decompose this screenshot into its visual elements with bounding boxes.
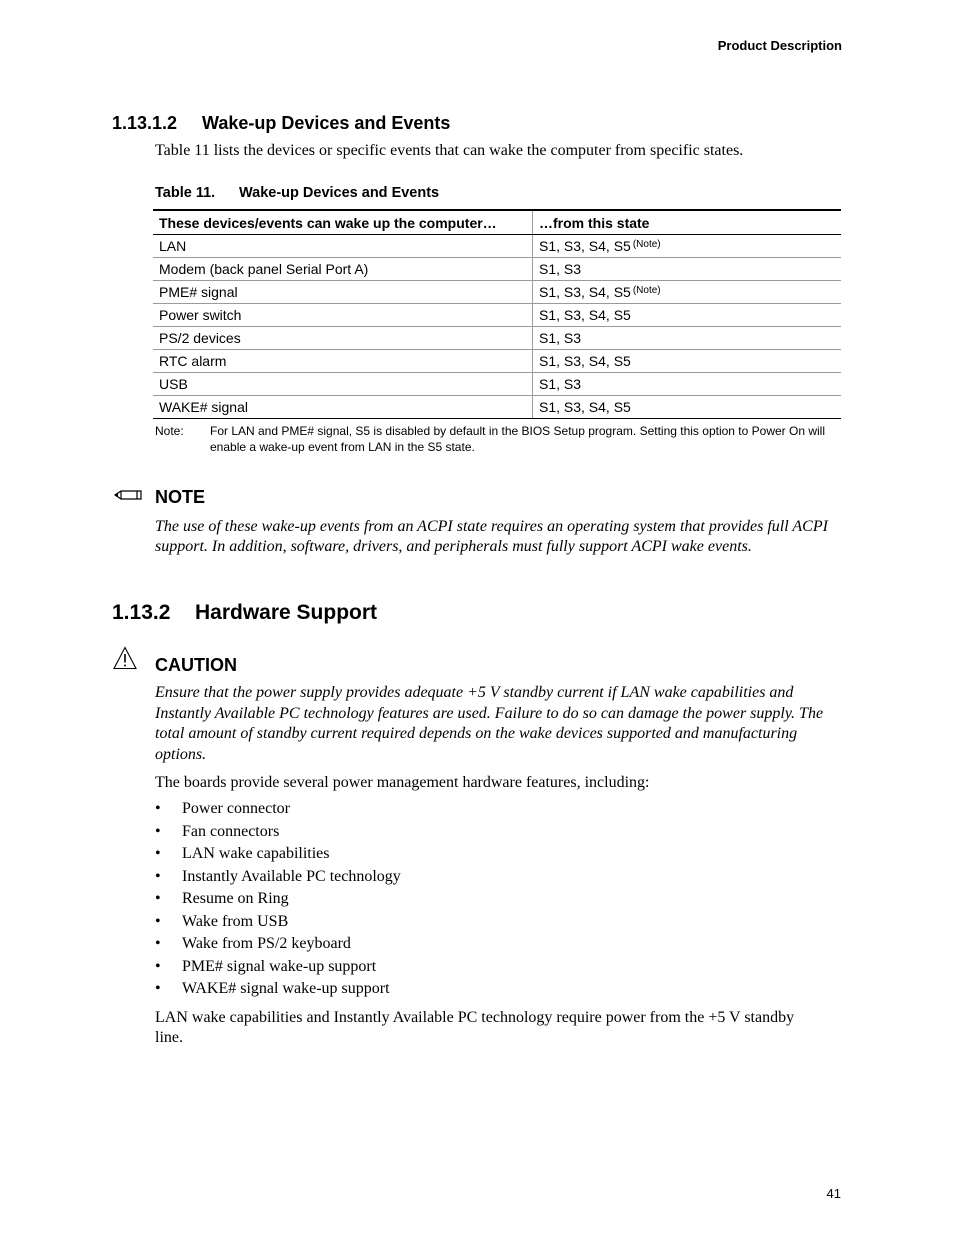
state-cell xyxy=(533,350,842,373)
page-number: 41 xyxy=(826,1186,841,1201)
list-item: • Wake from PS/2 keyboard xyxy=(155,934,401,957)
list-item: • Wake from USB xyxy=(155,912,401,935)
closing-paragraph: LAN wake capabilities and Instantly Available PC technology require power from the +5 V standby line. xyxy=(155,1009,795,1046)
section-number: 1.13.1.2 xyxy=(112,113,178,133)
column-header-devices: These devices/events can wake up the computer… xyxy=(153,210,533,235)
table-row xyxy=(153,235,841,258)
feature-list xyxy=(155,799,401,1002)
caution-body: Ensure that the power supply provides adequate +5 V standby current if LAN wake capabilities and Instantly Available PC technology features are used. Failure to do so can damage the power supply. The total amount of standby current required depends on the wake devices supported and manufacturing options. xyxy=(155,684,824,763)
device-cell: LAN xyxy=(153,235,533,258)
section-title: Wake-up Devices and Events xyxy=(202,113,451,133)
table-row xyxy=(153,350,841,373)
table-row xyxy=(153,373,841,396)
state-value: S1, S3 xyxy=(539,330,582,346)
state-value: S1, S3 xyxy=(539,376,582,392)
section-title: Hardware Support xyxy=(195,601,378,624)
footnote-label: Note: xyxy=(155,424,184,438)
state-cell xyxy=(533,304,842,327)
table-row xyxy=(153,258,841,281)
table-footnote xyxy=(155,423,845,455)
list-item: • Fan connectors xyxy=(155,822,401,845)
table-header-row xyxy=(153,210,841,235)
list-item: • Instantly Available PC technology xyxy=(155,867,401,890)
state-value: S1, S3 xyxy=(539,261,582,277)
state-cell xyxy=(533,258,842,281)
table-row xyxy=(153,281,841,304)
section-intro: Table 11 lists the devices or specific events that can wake the computer from specific states. xyxy=(155,142,744,159)
table-row xyxy=(153,396,841,419)
device-cell: RTC alarm xyxy=(153,350,533,373)
state-value: S1, S3, S4, S5 xyxy=(539,353,631,369)
device-cell: WAKE# signal xyxy=(153,396,533,419)
note-ref: (Note) xyxy=(632,285,661,296)
note-body: The use of these wake-up events from an ACPI state requires an operating system that provides full ACPI support. In addition, software, drivers, and peripherals must fully support ACPI wake events. xyxy=(155,518,828,555)
footnote-text: For LAN and PME# signal, S5 is disabled by default in the BIOS Setup program. Setting this option to Power On will enable a wake-up event from LAN in the S5 state. xyxy=(210,424,825,454)
table-caption-title: Wake-up Devices and Events xyxy=(239,185,440,201)
column-header-state: …from this state xyxy=(533,210,842,235)
section-heading-1-13-1-2 xyxy=(112,113,450,134)
list-item: • LAN wake capabilities xyxy=(155,844,401,867)
note-heading: NOTE xyxy=(155,487,206,507)
section-number: 1.13.2 xyxy=(112,601,171,624)
list-item: • Resume on Ring xyxy=(155,889,401,912)
table-row xyxy=(153,304,841,327)
state-cell xyxy=(533,396,842,419)
wake-events-table xyxy=(153,209,841,419)
device-cell: PME# signal xyxy=(153,281,533,304)
state-cell xyxy=(533,281,842,304)
list-item: • PME# signal wake-up support xyxy=(155,957,401,980)
section-heading-1-13-2 xyxy=(112,601,377,625)
table-caption xyxy=(155,185,439,201)
list-item: • Power connector xyxy=(155,799,401,822)
table-caption-number: Table 11. xyxy=(155,185,216,201)
running-header: Product Description xyxy=(717,38,842,53)
device-cell: Modem (back panel Serial Port A) xyxy=(153,258,533,281)
state-cell xyxy=(533,327,842,350)
state-cell xyxy=(533,235,842,258)
features-intro: The boards provide several power management hardware features, including: xyxy=(155,774,650,791)
device-cell: Power switch xyxy=(153,304,533,327)
warning-triangle-icon xyxy=(113,646,137,670)
note-ref: (Note) xyxy=(632,239,661,250)
state-value: S1, S3, S4, S5 xyxy=(539,238,631,254)
state-value: S1, S3, S4, S5 xyxy=(539,399,631,415)
state-value: S1, S3, S4, S5 xyxy=(539,307,631,323)
device-cell: USB xyxy=(153,373,533,396)
device-cell: PS/2 devices xyxy=(153,327,533,350)
table-row xyxy=(153,327,841,350)
state-value: S1, S3, S4, S5 xyxy=(539,284,631,300)
pencil-icon xyxy=(113,486,145,506)
caution-heading: CAUTION xyxy=(155,655,237,675)
state-cell xyxy=(533,373,842,396)
list-item: • WAKE# signal wake-up support xyxy=(155,979,401,1002)
